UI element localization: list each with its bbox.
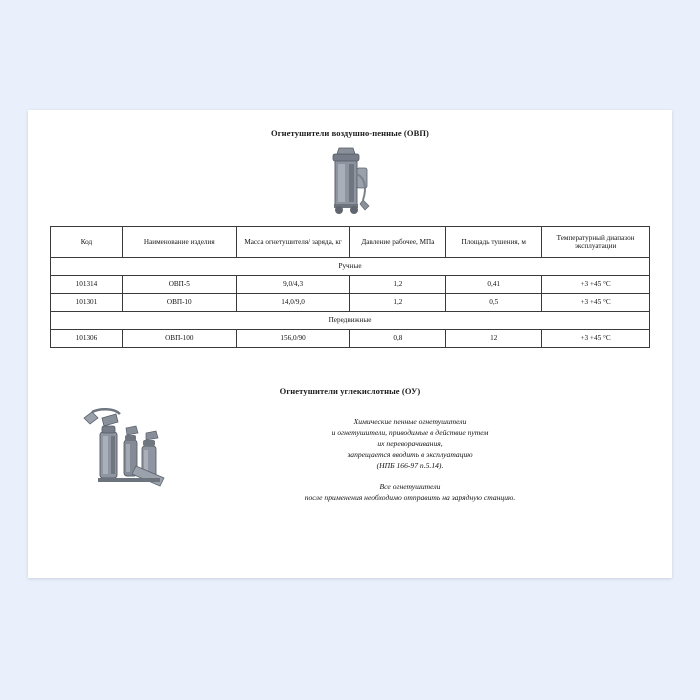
cell-mass: 156,0/90 [236,330,350,348]
fire-extinguisher-ovp-photo [313,144,387,218]
table-header-name: Наименование изделия [122,227,236,258]
note-line-1: Химические пенные огнетушители [353,417,467,426]
table-row [51,276,650,294]
table-header-temp: Температурный диапазон эксплуатации [542,227,650,258]
cell-pressure: 1,2 [350,294,446,312]
document-body [50,128,650,560]
cell-temp: +3 +45 °С [542,294,650,312]
cell-mass: 14,0/9,0 [236,294,350,312]
table-header-code: Код [51,227,123,258]
cell-name: ОВП-100 [122,330,236,348]
note-line-5: (НПБ 166-97 п.5.14). [376,461,444,470]
note-line-4: запрещается вводить в эксплуатацию [347,450,473,459]
cell-area: 12 [446,330,542,348]
group-label-manual: Ручные [51,258,650,276]
document-sheet [28,110,672,578]
cell-temp: +3 +45 °С [542,276,650,294]
cell-code: 101306 [51,330,123,348]
note-line-7: после применения необходимо отправить на зарядную станцию. [304,493,516,502]
note-line-6: Все огнетушители [379,482,441,491]
cell-temp: +3 +45 °С [542,330,650,348]
cell-name: ОВП-10 [122,294,236,312]
table-row [51,294,650,312]
group-label-mobile: Передвижные [51,312,650,330]
cell-area: 0,5 [446,294,542,312]
cell-pressure: 0,8 [350,330,446,348]
cell-mass: 9,0/4,3 [236,276,350,294]
fire-extinguisher-ou-photo [80,406,200,502]
table-group-row [51,312,650,330]
table-group-row [51,258,650,276]
cell-area: 0,41 [446,276,542,294]
cell-code: 101301 [51,294,123,312]
specifications-table [50,226,650,348]
table-header-row [51,227,650,258]
cell-pressure: 1,2 [350,276,446,294]
table-header-pressure: Давление рабочее, МПа [350,227,446,258]
note-line-2: и огнетушители, приводимые в действие путем [331,428,489,437]
table-header-area: Площадь тушения, м [446,227,542,258]
table-header-mass: Масса огнетушителя/ заряда, кг [236,227,350,258]
notes-block [260,416,560,503]
page-title-ovp: Огнетушители воздушно-пенные (ОВП) [271,128,429,138]
cell-name: ОВП-5 [122,276,236,294]
page-title-ou: Огнетушители углекислотные (ОУ) [279,386,421,396]
cell-code: 101314 [51,276,123,294]
table-row [51,330,650,348]
note-line-3: их переворачивания, [377,439,443,448]
